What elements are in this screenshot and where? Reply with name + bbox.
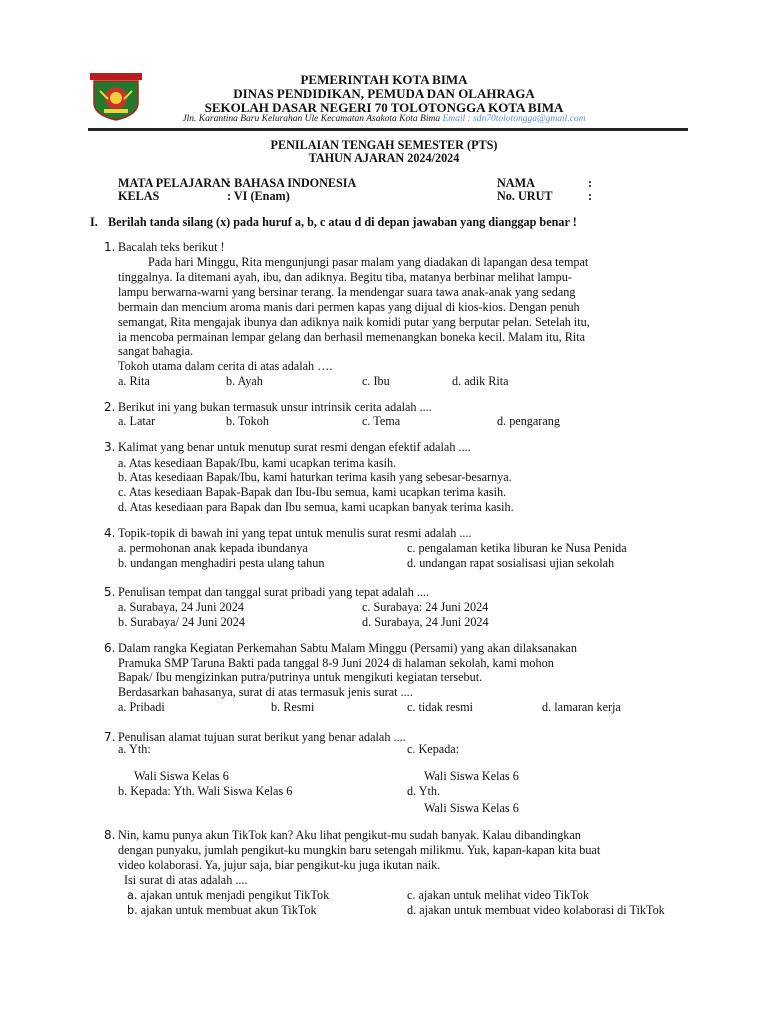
address-text: Jln. Karantina Baru Kelurahan Ule Kecamatan Asakota Kota Bima bbox=[182, 114, 441, 124]
question-6-line: Dalam rangka Kegiatan Perkemahan Sabtu Malam Minggu (Persami) yang akan dilaksanakan bbox=[118, 641, 577, 655]
option-c[interactable]: c. Tema bbox=[362, 414, 401, 428]
letterhead-line-1: PEMERINTAH KOTA BIMA bbox=[300, 72, 468, 87]
option-d[interactable]: d. lamaran kerja bbox=[542, 700, 621, 714]
option-b[interactable]: b. undangan menghadiri pesta ulang tahun bbox=[118, 556, 325, 570]
letterhead-line-2: DINAS PENDIDIKAN, PEMUDA DAN OLAHRAGA bbox=[233, 86, 535, 101]
exam-title: PENILAIAN TENGAH SEMESTER (PTS) bbox=[270, 138, 498, 152]
question-6-line: Pramuka SMP Taruna Bakti pada tanggal 8-9 Juni 2024 di halaman sekolah, kami mohon bbox=[118, 656, 554, 670]
question-5-text: Penulisan tempat dan tanggal surat pribadi yang tepat adalah .... bbox=[118, 585, 430, 599]
number-value: : bbox=[588, 189, 593, 203]
option-b[interactable] bbox=[127, 903, 317, 918]
option-a-text: ajakan untuk menjadi pengikut TikTok bbox=[140, 888, 330, 902]
section-roman: I. bbox=[90, 215, 98, 229]
question-6-line: Bapak/ Ibu mengizinkan putra/putrinya untuk mengikuti kegiatan tersebut. bbox=[118, 670, 483, 684]
letterhead-line-3: SEKOLAH DASAR NEGERI 70 TOLOTONGGA KOTA BIMA bbox=[204, 100, 564, 115]
email-link[interactable]: Email : sdn70tolotongga@gmail.com bbox=[442, 114, 586, 124]
question-8-prompt: Isi surat di atas adalah .... bbox=[124, 873, 248, 887]
question-6-line: Berdasarkan bahasanya, surat di atas termasuk jenis surat .... bbox=[118, 685, 413, 699]
question-8-number: 8. bbox=[104, 828, 116, 842]
option-c[interactable]: c. Kepada: bbox=[407, 742, 460, 756]
passage-line: sangat bahagia. bbox=[118, 344, 194, 358]
question-8-line: video kolaborasi. Ya, jujur saja, biar pengikut-ku juga ikutan naik. bbox=[118, 858, 441, 872]
option-c[interactable]: c. Atas kesediaan Bapak-Bapak dan Ibu-Ibu semua, kami ucapkan terima kasih. bbox=[118, 485, 507, 499]
letterhead-divider bbox=[88, 128, 688, 131]
question-2-number: 2. bbox=[104, 400, 116, 414]
name-label: NAMA bbox=[497, 176, 535, 190]
subject-value: : BAHASA INDONESIA bbox=[227, 176, 357, 190]
option-a-recipient: Wali Siswa Kelas 6 bbox=[134, 769, 229, 783]
question-4-number: 4. bbox=[104, 526, 116, 540]
option-c[interactable]: c. Ibu bbox=[362, 374, 390, 388]
option-d[interactable]: d. Atas kesediaan para Bapak dan Ibu semua, kami ucapkan banyak terima kasih. bbox=[118, 500, 514, 514]
passage-line: ia mencoba permainan lempar gelang dan berhasil memenangkan boneka kecil. Malam itu, Rita bbox=[118, 330, 586, 344]
option-d-recipient: Wali Siswa Kelas 6 bbox=[424, 801, 519, 815]
passage-line: tinggalnya. Ia ditemani ayah, ibu, dan adiknya. Begitu tiba, matanya berbinar melihat lampu- bbox=[118, 270, 572, 284]
option-a[interactable]: a. permohonan anak kepada ibundanya bbox=[118, 541, 308, 555]
question-4-text: Topik-topik di bawah ini yang tepat untuk menulis surat resmi adalah .... bbox=[118, 526, 472, 540]
exam-year: TAHUN AJARAN 2024/2024 bbox=[308, 151, 460, 165]
option-a[interactable]: a. Pribadi bbox=[118, 700, 165, 714]
question-8-line: Nin, kamu punya akun TikTok kan? Aku lihat pengikut-mu sudah banyak. Kalau dibandingkan bbox=[118, 828, 581, 842]
question-7-number: 7. bbox=[104, 730, 116, 744]
option-d[interactable]: d. pengarang bbox=[497, 414, 560, 428]
option-c[interactable]: c. tidak resmi bbox=[407, 700, 473, 714]
question-8-line: dengan punyaku, jumlah pengikut-ku mungkin baru setengah milikmu. Yuk, kapan-kapan kita buat bbox=[118, 843, 601, 857]
number-label: No. URUT bbox=[497, 189, 553, 203]
option-d[interactable]: d. adik Rita bbox=[452, 374, 509, 388]
question-1-text: Bacalah teks berikut ! bbox=[118, 240, 225, 254]
class-label: KELAS bbox=[118, 189, 160, 203]
question-1-number: 1. bbox=[104, 240, 116, 254]
option-b-letter: b. bbox=[127, 904, 138, 917]
passage-line: bermain dan mencium aroma manis dari permen kapas yang dijual di kios-kios. Dengan penuh bbox=[118, 300, 580, 314]
option-c-recipient: Wali Siswa Kelas 6 bbox=[424, 769, 519, 783]
question-1-prompt: Tokoh utama dalam cerita di atas adalah …. bbox=[118, 359, 333, 373]
option-a[interactable]: a. Yth: bbox=[118, 742, 151, 756]
option-d[interactable]: d. Yth. bbox=[407, 784, 441, 798]
option-a-letter: a. bbox=[127, 889, 138, 902]
option-b-text: ajakan untuk membuat akun TikTok bbox=[140, 903, 317, 917]
option-a[interactable]: a. Rita bbox=[118, 374, 150, 388]
option-b[interactable]: b. Surabaya/ 24 Juni 2024 bbox=[118, 615, 245, 629]
question-5-number: 5. bbox=[104, 585, 116, 599]
class-value: : VI (Enam) bbox=[227, 189, 290, 203]
option-d[interactable]: d. Surabaya, 24 Juni 2024 bbox=[362, 615, 489, 629]
question-2-text: Berikut ini yang bukan termasuk unsur intrinsik cerita adalah .... bbox=[118, 400, 432, 414]
option-b[interactable]: b. Ayah bbox=[226, 374, 263, 388]
letterhead-address bbox=[0, 114, 768, 124]
question-6-number: 6. bbox=[104, 641, 116, 655]
subject-label: MATA PELAJARAN bbox=[118, 176, 230, 190]
question-3-number: 3. bbox=[104, 440, 116, 454]
name-value: : bbox=[588, 176, 593, 190]
passage-line: lampu berwarna-warni yang bersinar terang. Ia mendengar suara tawa anak-anak yang sedang bbox=[118, 285, 576, 299]
question-7-text: Penulisan alamat tujuan surat berikut yang benar adalah .... bbox=[118, 730, 406, 744]
question-3-text: Kalimat yang benar untuk menutup surat resmi dengan efektif adalah .... bbox=[118, 440, 471, 454]
option-c[interactable]: c. Surabaya: 24 Juni 2024 bbox=[362, 600, 489, 614]
option-a[interactable]: a. Surabaya, 24 Juni 2024 bbox=[118, 600, 244, 614]
option-b[interactable]: b. Tokoh bbox=[226, 414, 269, 428]
option-b[interactable]: b. Atas kesediaan Bapak/Ibu, kami haturkan terima kasih yang sebesar-besarnya. bbox=[118, 470, 512, 484]
option-b[interactable]: b. Kepada: Yth. Wali Siswa Kelas 6 bbox=[118, 784, 293, 798]
option-c[interactable]: c. ajakan untuk melihat video TikTok bbox=[407, 888, 589, 902]
option-b[interactable]: b. Resmi bbox=[271, 700, 315, 714]
passage-line: semangat, Rita mengajak ibunya dan adiknya naik komidi putar yang berputar pelan. Setelah itu, bbox=[118, 315, 590, 329]
option-a[interactable]: a. Atas kesediaan Bapak/Ibu, kami ucapkan terima kasih. bbox=[118, 456, 397, 470]
section-instruction: Berilah tanda silang (x) pada huruf a, b, c atau d di depan jawaban yang dianggap benar ! bbox=[108, 215, 577, 229]
option-d[interactable]: d. ajakan untuk membuat video kolaborasi di TikTok bbox=[407, 903, 665, 917]
option-a[interactable]: a. Latar bbox=[118, 414, 156, 428]
option-a[interactable] bbox=[127, 888, 329, 903]
option-c[interactable]: c. pengalaman ketika liburan ke Nusa Penida bbox=[407, 541, 627, 555]
passage-line: Pada hari Minggu, Rita mengunjungi pasar malam yang diadakan di lapangan desa tempat bbox=[148, 255, 589, 269]
option-d[interactable]: d. undangan rapat sosialisasi ujian sekolah bbox=[407, 556, 615, 570]
